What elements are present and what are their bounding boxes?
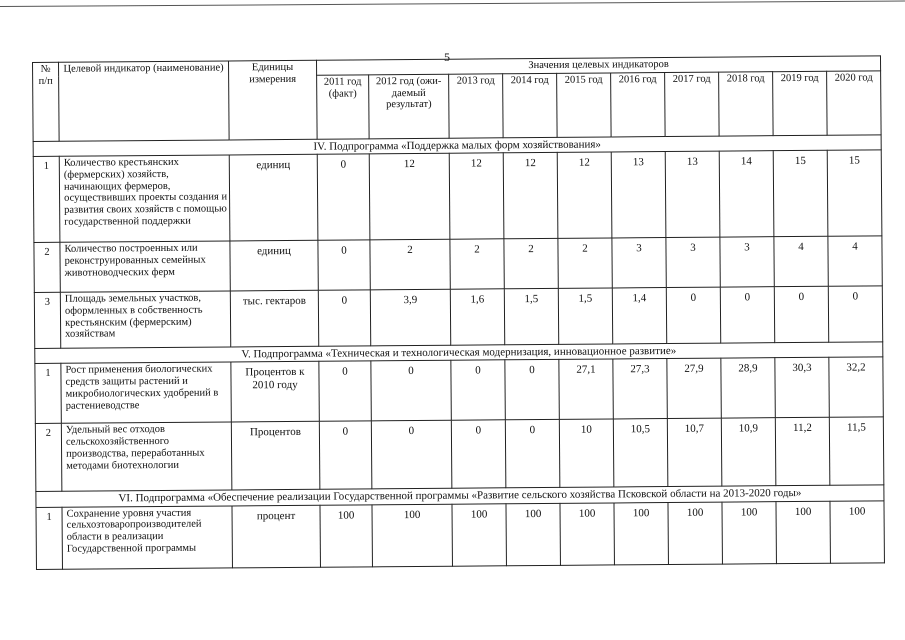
indicator-name: Количество построенных или реконструированных семейных животноводческих ферм <box>60 241 230 292</box>
value-cell: 0 <box>666 287 720 343</box>
value-cell: 100 <box>830 501 885 563</box>
values-group-header: Значения целевых индикаторов <box>316 56 880 75</box>
value-cell: 12 <box>557 152 612 238</box>
value-cell: 1,6 <box>450 289 504 345</box>
value-cell: 0 <box>451 360 505 420</box>
value-cell: 0 <box>318 290 370 346</box>
value-cell: 4 <box>828 236 882 286</box>
value-cell: 2 <box>558 238 612 288</box>
value-cell: 2 <box>504 238 558 288</box>
indicator-unit: Процентов к 2010 году <box>231 362 319 423</box>
row-number: 1 <box>35 364 61 424</box>
target-indicators-table <box>32 55 885 569</box>
scan-edge-line <box>0 0 905 7</box>
col-num-header: № п/п <box>33 62 60 141</box>
value-cell: 0 <box>317 154 370 240</box>
year-header: 2016 год <box>611 72 666 136</box>
year-header: 2018 год <box>719 71 774 135</box>
year-header: 2012 год (ожи-даемый результат) <box>369 74 450 139</box>
value-cell: 3 <box>666 237 720 287</box>
value-cell: 10,5 <box>613 419 668 487</box>
value-cell: 15 <box>773 150 828 236</box>
value-cell: 27,3 <box>613 359 667 419</box>
section-title: VI. Подпрограмма «Обеспечение реализации Государственной программы «Развитие сельского хозяйства Псковской области на 2013-2020 годы» <box>36 485 884 507</box>
value-cell: 0 <box>720 287 774 343</box>
indicator-name: Площадь земельных участков, оформленных в собственность крестьянским (фермерским) хозяйствам <box>60 291 230 348</box>
value-cell: 3 <box>720 237 774 287</box>
value-cell: 2 <box>370 239 450 290</box>
value-cell: 30,3 <box>775 358 829 418</box>
value-cell: 100 <box>320 505 372 567</box>
year-header: 2020 год <box>827 71 882 135</box>
value-cell: 0 <box>505 360 559 420</box>
row-number: 1 <box>36 507 62 569</box>
value-cell: 100 <box>668 502 722 564</box>
row-number: 2 <box>34 242 60 292</box>
indicator-name: Рост применения биологических средств защиты растений и микробиологических удобрений в растениеводстве <box>61 362 231 423</box>
table-row <box>36 501 885 570</box>
value-cell: 100 <box>506 503 560 565</box>
year-header: 2015 год <box>557 73 612 137</box>
row-number: 2 <box>35 424 62 492</box>
year-header: 2011 год (факт) <box>317 75 370 139</box>
value-cell: 12 <box>369 153 450 240</box>
value-cell: 27,9 <box>667 358 721 418</box>
value-cell: 12 <box>503 152 558 238</box>
value-cell: 14 <box>719 151 774 237</box>
value-cell: 10,7 <box>667 418 722 486</box>
year-header: 2013 год <box>449 74 504 138</box>
row-number: 1 <box>33 156 60 242</box>
value-cell: 100 <box>722 501 776 563</box>
value-cell: 100 <box>614 502 668 564</box>
table-row <box>34 236 882 293</box>
col-indicator-header: Целевой индикатор (наименование) <box>59 61 230 141</box>
value-cell: 2 <box>450 239 504 289</box>
value-cell: 32,2 <box>829 357 884 417</box>
value-cell: 10,9 <box>721 418 776 486</box>
row-number: 3 <box>34 292 60 348</box>
value-cell: 1,5 <box>504 288 558 344</box>
value-cell: 27,1 <box>559 359 613 419</box>
value-cell: 28,9 <box>721 358 775 418</box>
value-cell: 1,5 <box>558 288 612 344</box>
value-cell: 13 <box>611 152 666 238</box>
value-cell: 0 <box>319 361 371 421</box>
table-row <box>35 357 883 424</box>
value-cell: 0 <box>371 421 452 490</box>
value-cell: 11,5 <box>829 417 884 485</box>
value-cell: 0 <box>318 240 370 290</box>
value-cell: 0 <box>828 286 882 342</box>
year-header: 2017 год <box>665 72 720 136</box>
table-row <box>34 286 882 349</box>
indicator-name: Количество крестьянских (фермерских) хозяйств, начинающих фермеров, осуществивших проекты создания и развития своих хозяйств с помощью государственной поддержки <box>59 155 230 242</box>
value-cell: 100 <box>560 503 614 565</box>
indicator-unit: процент <box>232 505 320 568</box>
year-header: 2014 год <box>503 73 558 137</box>
value-cell: 100 <box>372 504 452 567</box>
value-cell: 100 <box>776 501 830 563</box>
indicator-name: Удельный вес отходов сельскохозяйственного производства, переработанных методами биотехнологии <box>61 422 232 491</box>
col-units-header: Единицы измерения <box>228 60 317 139</box>
indicator-unit: тыс. гектаров <box>230 290 318 347</box>
value-cell: 15 <box>827 150 882 236</box>
value-cell: 3,9 <box>370 289 450 346</box>
value-cell: 0 <box>451 420 506 488</box>
value-cell: 10 <box>559 419 614 487</box>
value-cell: 0 <box>505 420 560 488</box>
value-cell: 11,2 <box>775 418 830 486</box>
indicator-unit: единиц <box>230 240 318 291</box>
value-cell: 1,4 <box>612 288 666 344</box>
value-cell: 0 <box>371 361 451 422</box>
page-number: 5 <box>444 50 450 64</box>
table-row <box>35 417 884 492</box>
indicator-name: Сохранение уровня участия сельхозтоваропроизводителей области в реализации Государственной программы <box>62 506 232 569</box>
value-cell: 13 <box>665 151 720 237</box>
value-cell: 12 <box>449 153 504 239</box>
year-header: 2019 год <box>773 71 828 135</box>
value-cell: 0 <box>774 286 828 342</box>
section-title: V. Подпрограмма «Техническая и технологическая модернизация, инновационное развитие» <box>35 342 883 364</box>
section-title: IV. Подпрограмма «Поддержка малых форм хозяйствования» <box>33 135 881 157</box>
indicator-table-wrapper <box>32 55 885 569</box>
value-cell: 100 <box>452 503 506 565</box>
value-cell: 3 <box>612 238 666 288</box>
table-row <box>33 150 882 243</box>
indicator-unit: единиц <box>229 154 318 241</box>
indicator-unit: Процентов <box>231 422 320 491</box>
value-cell: 0 <box>319 421 372 489</box>
value-cell: 4 <box>774 236 828 286</box>
